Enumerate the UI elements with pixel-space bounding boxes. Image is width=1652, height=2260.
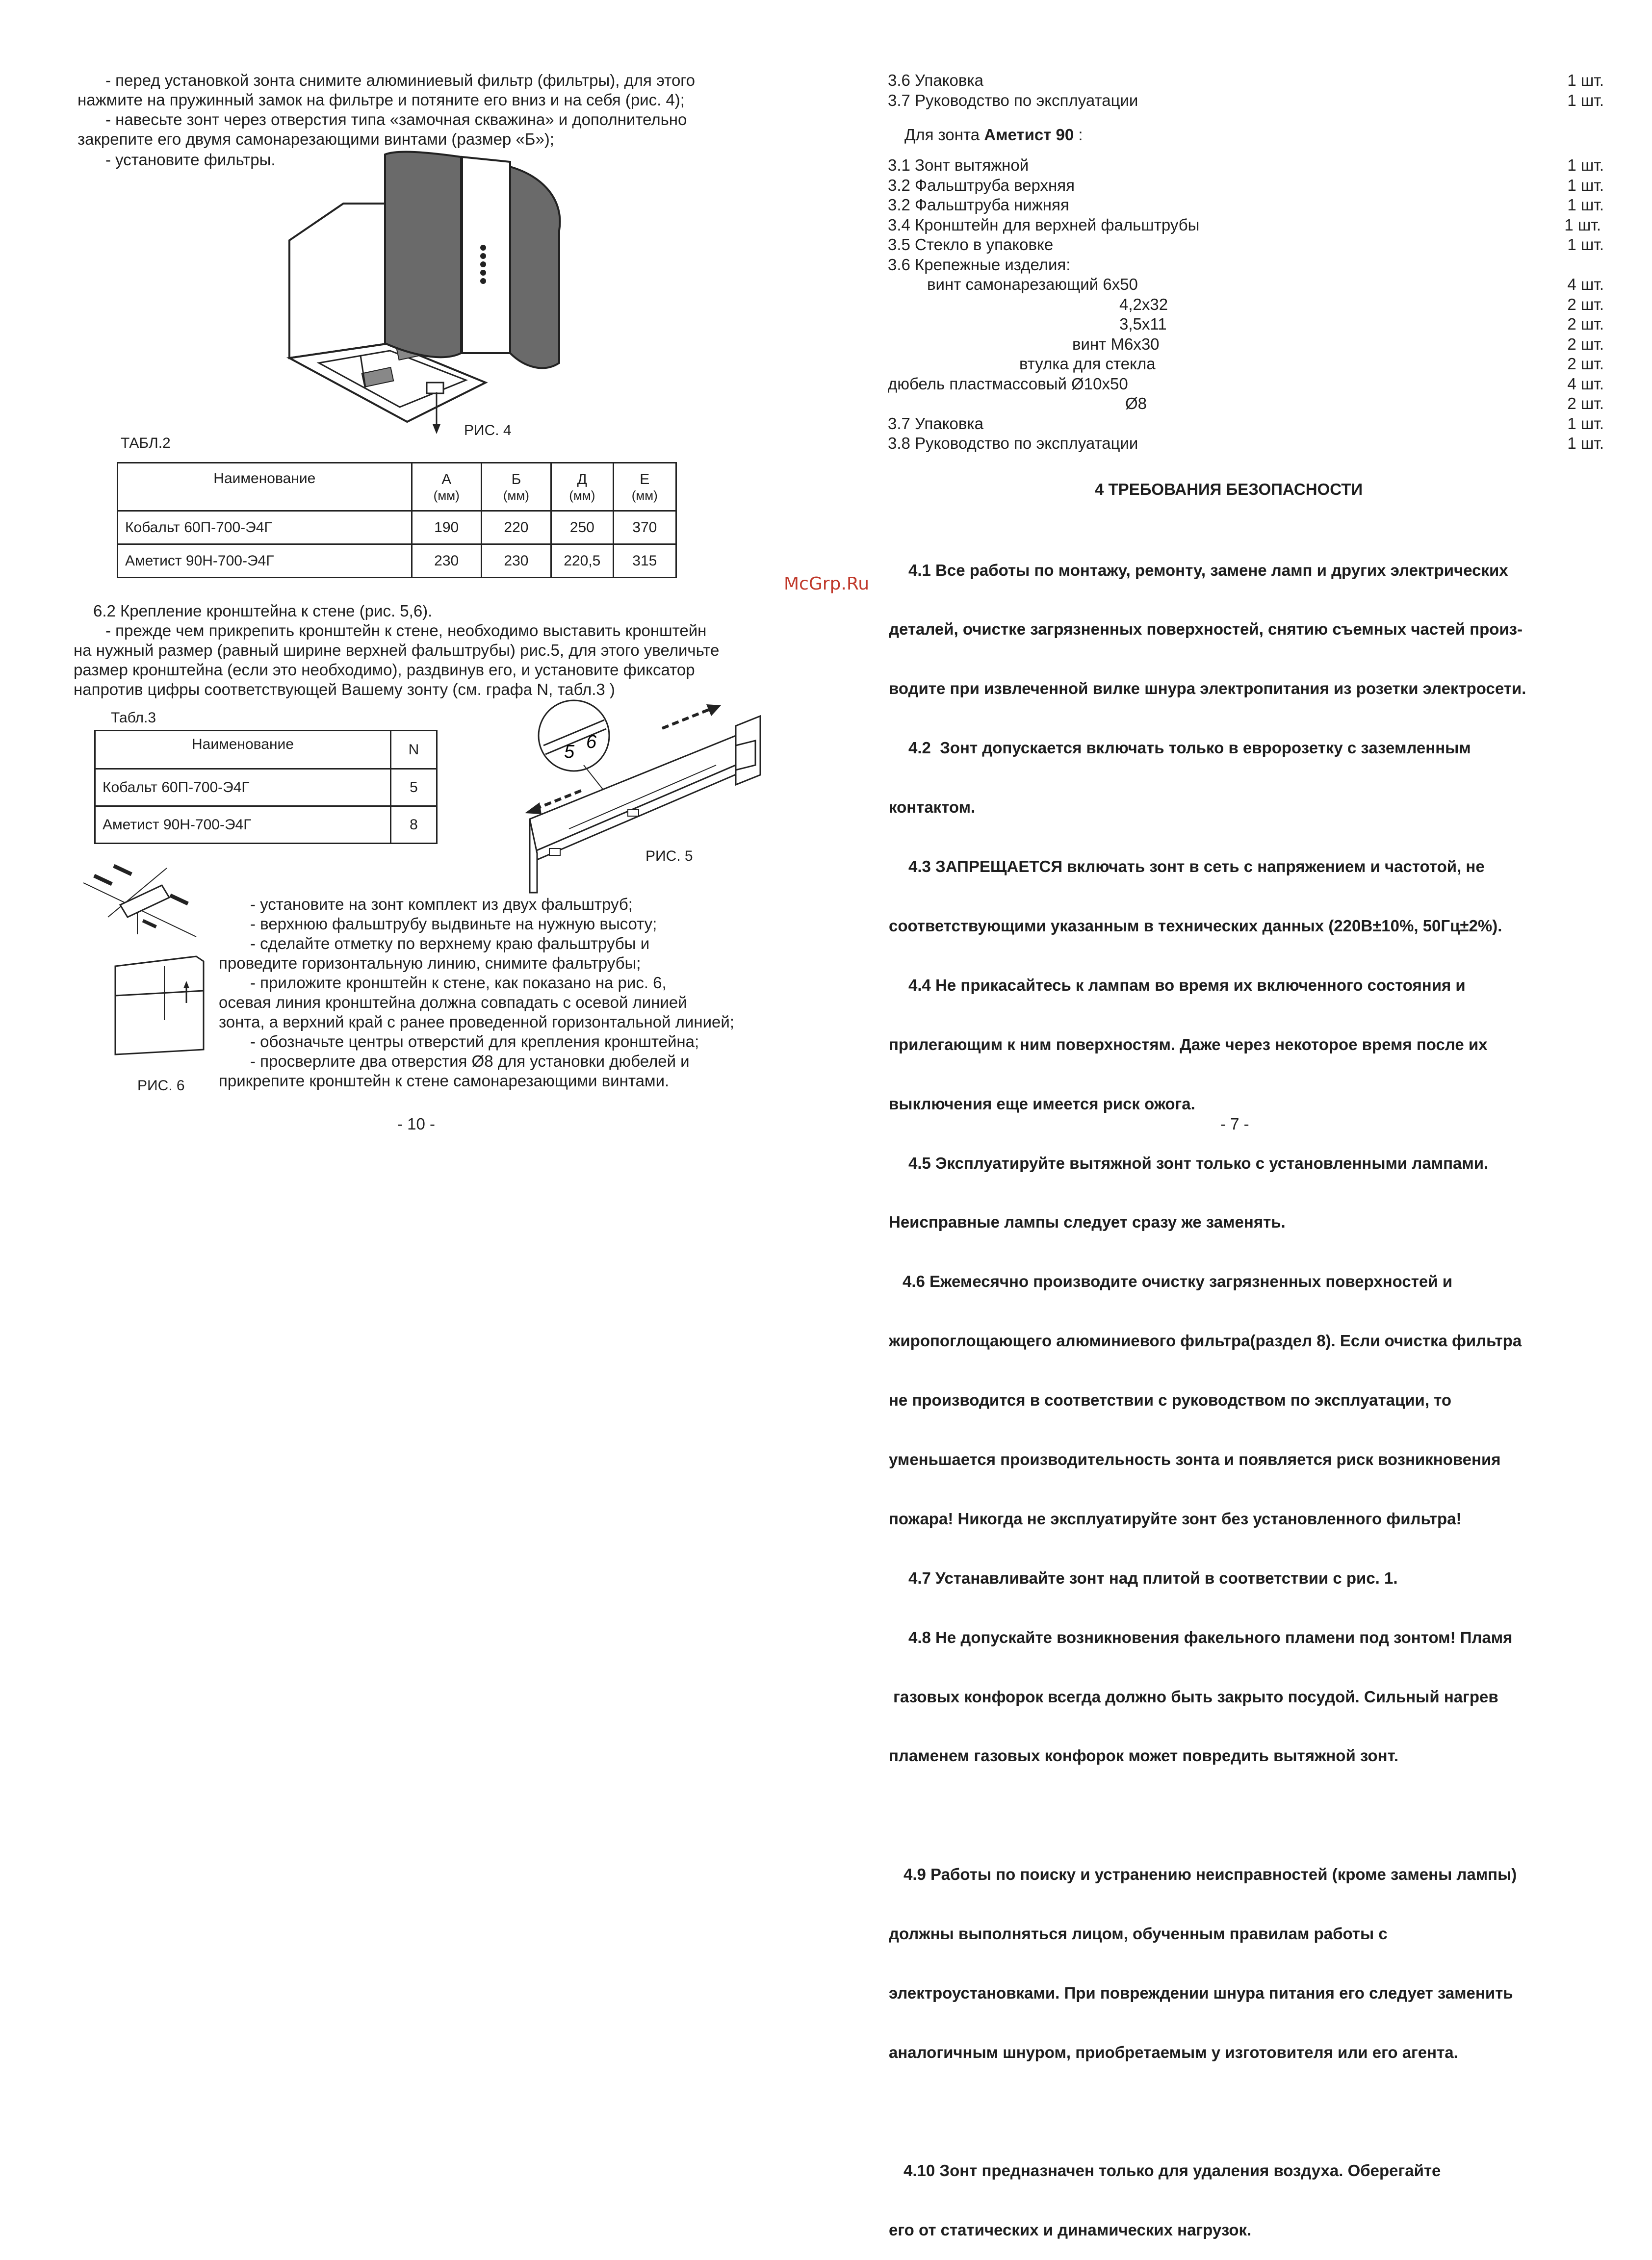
page-number: - 7 - — [1220, 1115, 1249, 1133]
safety-line: не производится в соответствии с руководством по эксплуатации, то — [889, 1391, 1452, 1410]
safety-line: электроустановками. При повреждении шнура питания его следует заменить — [889, 1983, 1513, 2002]
table-cell: 250 — [551, 511, 614, 544]
safety-text — [889, 521, 1526, 2260]
section62-line: - прежде чем прикрепить кронштейн к стене, необходимо выставить кронштейн — [105, 621, 707, 640]
step-line: - просверлите два отверстия Ø8 для установки дюбелей и — [250, 1052, 690, 1070]
item-name: 3.7 Упаковка — [888, 414, 983, 433]
item-name: дюбель пластмассовый Ø10х50 — [888, 374, 1128, 393]
safety-line: прилегающим к ним поверхностям. Даже через некоторое время после их — [889, 1035, 1488, 1053]
safety-line: аналогичным шнуром, приобретаемым у изготовителя или его агента. — [889, 2043, 1458, 2061]
heading-suffix: : — [1074, 126, 1083, 144]
safety-line: уменьшается производительность зонта и появляется риск возникновения — [889, 1450, 1501, 1468]
safety-line: Неисправные лампы следует сразу же заменять. — [889, 1213, 1286, 1232]
list-item — [888, 195, 1604, 215]
step-line: - верхнюю фальштрубу выдвиньте на нужную высоту; — [250, 915, 657, 933]
item-qty: 1 шт. — [1567, 235, 1604, 254]
item-name: 3.7 Руководство по эксплуатации — [888, 91, 1138, 109]
intro-line: закрепите его двумя самонарезающими винтами (размер «Б»); — [77, 130, 554, 148]
table-cell: 230 — [412, 544, 481, 578]
item-qty: 1 шт. — [1567, 414, 1604, 433]
item-name: 3.4 Кронштейн для верхней фальштрубы — [888, 215, 1200, 234]
page-number: - 10 - — [397, 1115, 436, 1133]
safety-line — [889, 2102, 1526, 2121]
table2-header-name: Наименование — [118, 463, 412, 511]
list-item — [888, 414, 1604, 434]
safety-title: 4 ТРЕБОВАНИЯ БЕЗОПАСНОСТИ — [1095, 480, 1363, 498]
table-cell: Кобальт 60П-700-Э4Г — [118, 511, 412, 544]
item-qty: 2 шт. — [1567, 315, 1604, 333]
list-item — [888, 255, 1604, 275]
item-name: 4,2х32 — [1119, 295, 1168, 313]
safety-line: 4.7 Устанавливайте зонт над плитой в соответствии с рис. 1. — [908, 1568, 1398, 1587]
safety-line: газовых конфорок всегда должно быть закрыто посудой. Сильный нагрев — [889, 1687, 1498, 1706]
section62-line: на нужный размер (равный ширине верхней фальштрубы) рис.5, для этого увеличьте — [74, 641, 720, 659]
item-name: 3.8 Руководство по эксплуатации — [888, 434, 1138, 452]
safety-line: должны выполняться лицом, обученным правилам работы с — [889, 1924, 1388, 1943]
list-item — [888, 394, 1604, 414]
bracket-digit: 5 — [564, 742, 575, 762]
section62-title: 6.2 Крепление кронштейна к стене (рис. 5,6). — [93, 602, 433, 620]
list-item — [888, 215, 1604, 235]
safety-line: 4.2 Зонт допускается включать только в евророзетку с заземленным — [908, 739, 1471, 757]
table-cell: 370 — [613, 511, 676, 544]
table-row — [118, 544, 676, 578]
safety-line: 4.6 Ежемесячно производите очистку загрязненных поверхностей и — [903, 1272, 1452, 1291]
table-cell: Аметист 90Н-700-Э4Г — [95, 806, 391, 844]
fig5-caption: РИС. 5 — [645, 848, 693, 864]
list-item — [888, 176, 1604, 196]
list-item — [888, 295, 1604, 315]
step-line: - установите на зонт комплект из двух фальштруб; — [250, 895, 633, 913]
table-cell: 220 — [481, 511, 551, 544]
safety-line: его от статических и динамических нагрузок. — [889, 2220, 1252, 2239]
item-name: Ø8 — [1125, 394, 1147, 412]
table-row — [95, 769, 437, 806]
step-line: прикрепите кронштейн к стене самонарезающими винтами. — [219, 1072, 670, 1090]
table2-header-cell — [551, 463, 614, 511]
header-unit: (мм) — [433, 488, 460, 503]
table3-header-n: N — [391, 731, 437, 769]
list-item — [888, 374, 1604, 394]
item-name: 3.1 Зонт вытяжной — [888, 156, 1029, 174]
item-qty: 1 шт. — [1567, 176, 1604, 194]
safety-line: пожара! Никогда не эксплуатируйте зонт без установленного фильтра! — [889, 1509, 1462, 1528]
item-qty: 2 шт. — [1567, 355, 1604, 373]
left-page — [0, 0, 826, 1168]
table2-header-cell — [481, 463, 551, 511]
item-name: 3.6 Упаковка — [888, 71, 983, 89]
step-line: - приложите кронштейн к стене, как показано на рис. 6, — [250, 974, 667, 992]
item-name: 3.5 Стекло в упаковке — [888, 235, 1054, 254]
item-name: винт самонарезающий 6х50 — [927, 275, 1138, 293]
intro-line: - навесьте зонт через отверстия типа «замочная скважина» и дополнительно — [105, 110, 687, 128]
safety-line: деталей, очистке загрязненных поверхностей, снятию съемных частей произ- — [889, 620, 1523, 639]
header-letter: А — [441, 471, 452, 488]
safety-line: соответствующими указанным в технических данных (220В±10%, 50Гц±2%). — [889, 916, 1502, 935]
safety-line: 4.8 Не допускайте возникновения факельного пламени под зонтом! Пламя — [908, 1628, 1513, 1646]
table-cell: 220,5 — [551, 544, 614, 578]
safety-line: 4.5 Эксплуатируйте вытяжной зонт только с установленными лампами. — [908, 1154, 1489, 1172]
list-item — [888, 91, 1604, 111]
table-row — [118, 511, 676, 544]
table-cell: 315 — [613, 544, 676, 578]
safety-line: 4.3 ЗАПРЕЩАЕТСЯ включать зонт в сеть с напряжением и частотой, не — [908, 857, 1485, 876]
section62-line: размер кронштейна (если это необходимо), раздвинув его, и установите фиксатор — [74, 661, 695, 679]
table2-label: ТАБЛ.2 — [121, 435, 171, 451]
item-name: 3.6 Крепежные изделия: — [888, 255, 1071, 274]
table-cell: 8 — [391, 806, 437, 844]
list-item — [888, 71, 1604, 91]
header-letter: Б — [511, 471, 521, 488]
fig6-caption: РИС. 6 — [137, 1078, 185, 1094]
step-line: осевая линия кронштейна должна совпадать с осевой линией — [219, 993, 687, 1011]
table-row — [95, 806, 437, 844]
table-cell: 5 — [391, 769, 437, 806]
table2-header-cell — [613, 463, 676, 511]
step-line: зонта, а верхний край с ранее проведенной горизонтальной линией; — [219, 1013, 734, 1031]
step-line: - сделайте отметку по верхнему краю фальштрубы и — [250, 934, 650, 952]
section62-line: напротив цифры соответствующей Вашему зонту (см. графа N, табл.3 ) — [74, 680, 615, 698]
intro-line: - перед установкой зонта снимите алюминиевый фильтр (фильтры), для этого — [105, 71, 695, 89]
item-qty: 1 шт. — [1567, 71, 1604, 89]
item-qty: 1 шт. — [1564, 215, 1601, 234]
safety-line: водите при извлеченной вилке шнура электропитания из розетки электросети. — [889, 679, 1526, 698]
item-name: 3.2 Фальштруба нижняя — [888, 196, 1069, 214]
safety-line: 4.9 Работы по поиску и устранению неисправностей (кроме замены лампы) — [903, 1865, 1517, 1883]
header-unit: (мм) — [631, 488, 658, 503]
table3-label: Табл.3 — [111, 710, 156, 726]
bracket-digit: 6 — [586, 732, 597, 752]
list-item — [888, 275, 1604, 295]
table-cell: 190 — [412, 511, 481, 544]
table-row — [95, 731, 437, 769]
right-page — [888, 71, 1604, 454]
table-cell: Аметист 90Н-700-Э4Г — [118, 544, 412, 578]
safety-line: 4.1 Все работы по монтажу, ремонту, замене ламп и других электрических — [908, 561, 1508, 579]
intro-line: - установите фильтры. — [105, 151, 276, 169]
item-qty: 2 шт. — [1567, 334, 1604, 353]
header-unit: (мм) — [503, 488, 529, 503]
safety-line: 4.10 Зонт предназначен только для удаления воздуха. Оберегайте — [903, 2161, 1441, 2180]
item-qty: 1 шт. — [1567, 156, 1604, 174]
heading-model: Аметист 90 — [984, 126, 1074, 144]
item-qty: 4 шт. — [1567, 275, 1604, 293]
list-item — [888, 354, 1604, 374]
heading-prefix: Для зонта — [904, 126, 980, 144]
list-item — [888, 314, 1604, 334]
header-letter: Д — [577, 471, 587, 488]
header-unit: (мм) — [569, 488, 595, 503]
item-name: 3,5х11 — [1119, 315, 1167, 333]
safety-line — [889, 1805, 1526, 1825]
item-qty: 2 шт. — [1567, 394, 1604, 412]
safety-line: контактом. — [889, 798, 976, 817]
header-letter: Е — [640, 471, 650, 488]
model-heading — [904, 125, 1604, 145]
item-name: винт М6х30 — [1072, 334, 1160, 353]
safety-line: выключения еще имеется риск ожога. — [889, 1094, 1195, 1113]
step-line: - обозначьте центры отверстий для крепления кронштейна; — [250, 1032, 699, 1051]
item-name: 3.2 Фальштруба верхняя — [888, 176, 1075, 194]
item-name: втулка для стекла — [1019, 355, 1156, 373]
pipe-illustration — [74, 863, 221, 1069]
item-qty: 1 шт. — [1567, 434, 1604, 452]
step-line: проведите горизонтальную линию, снимите фальтрубы; — [219, 954, 641, 972]
safety-line: 4.4 Не прикасайтесь к лампам во время их включенного состояния и — [908, 976, 1466, 994]
table3-header-name: Наименование — [95, 731, 391, 769]
safety-line: пламенем газовых конфорок может повредить вытяжной зонт. — [889, 1746, 1399, 1765]
fig4-caption: РИС. 4 — [464, 422, 512, 438]
item-qty: 1 шт. — [1567, 196, 1604, 214]
safety-line: жиропоглощающего алюминиевого фильтра(раздел 8). Если очистка фильтра — [889, 1332, 1522, 1350]
watermark: McGrp.Ru — [784, 574, 870, 594]
table3 — [94, 730, 438, 844]
hood-illustration — [280, 147, 594, 441]
table-cell: 230 — [481, 544, 551, 578]
bracket-illustration — [520, 692, 775, 898]
item-qty: 2 шт. — [1567, 295, 1604, 313]
list-item — [888, 155, 1604, 176]
item-qty: 1 шт. — [1567, 91, 1604, 109]
table2-header-cell — [412, 463, 481, 511]
list-item — [888, 235, 1604, 255]
list-item — [888, 334, 1604, 355]
table2 — [117, 462, 677, 578]
list-item — [888, 434, 1604, 454]
intro-line: нажмите на пружинный замок на фильтре и потяните его вниз и на себя (рис. 4); — [77, 91, 685, 109]
table-cell: Кобальт 60П-700-Э4Г — [95, 769, 391, 806]
item-qty: 4 шт. — [1567, 374, 1604, 393]
